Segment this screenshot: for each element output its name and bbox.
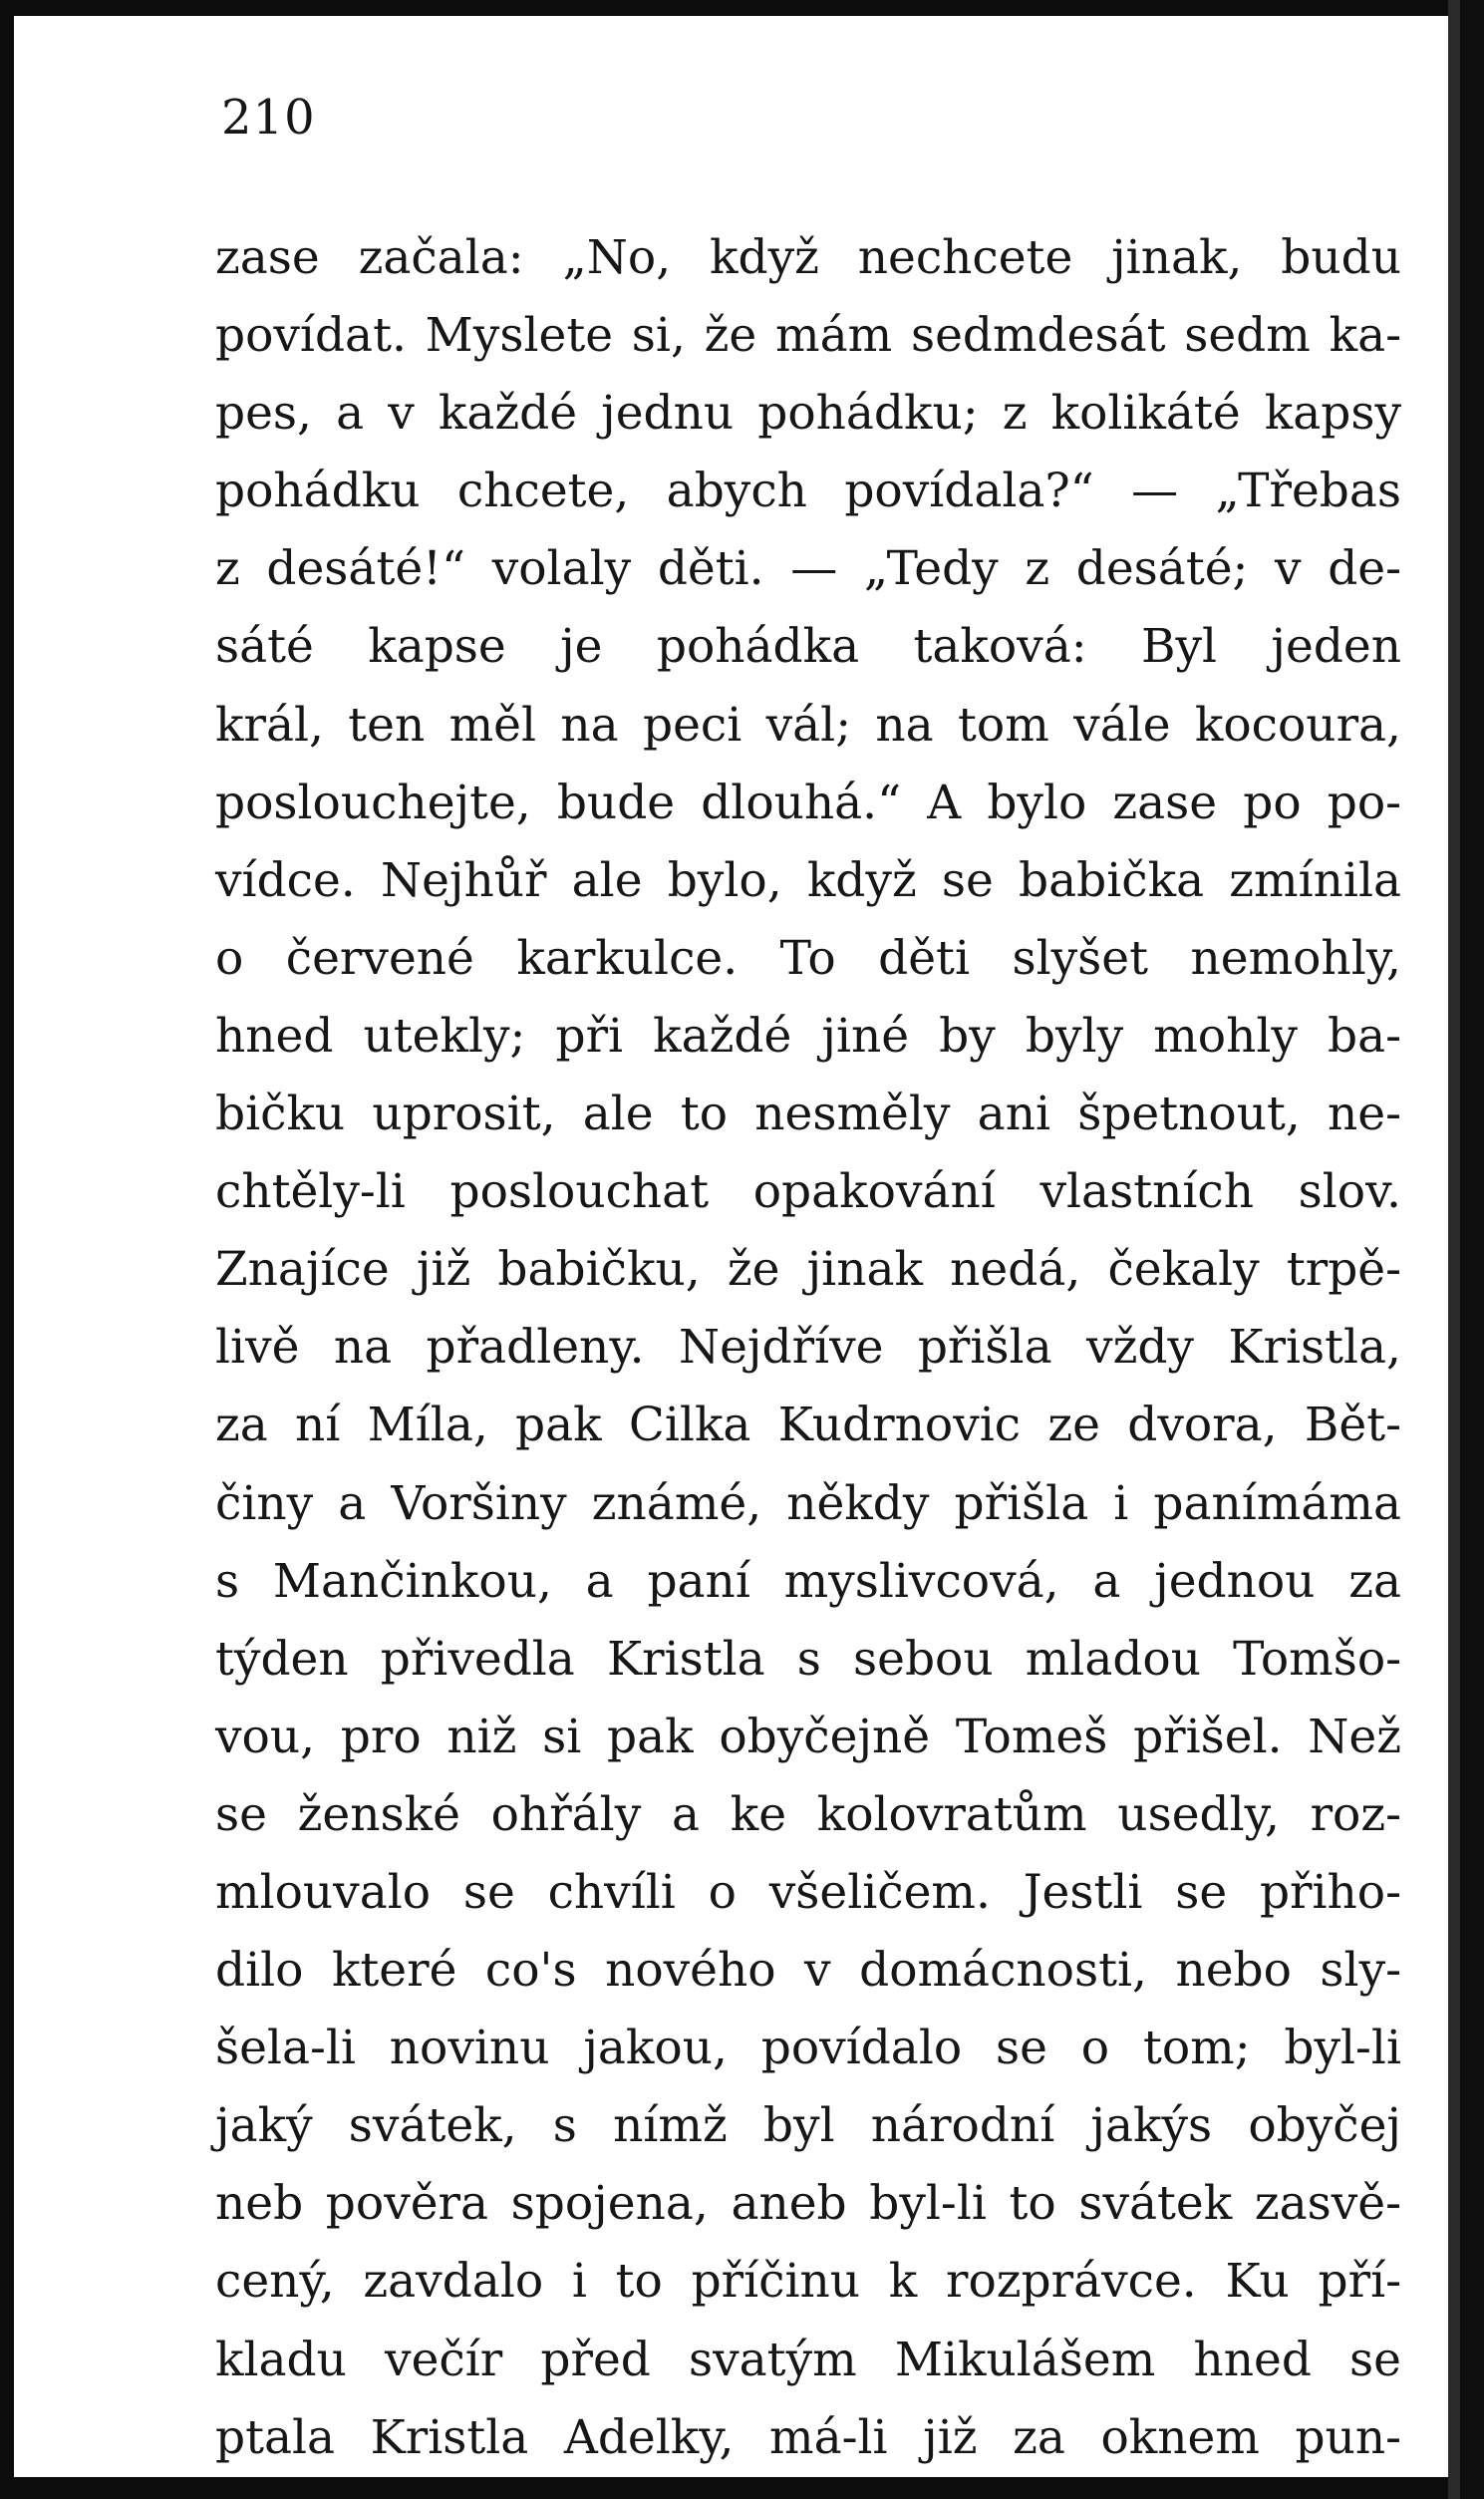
text-line: livě na přadleny. Nejdříve přišla vždy Kristla, xyxy=(215,1320,1401,1376)
text-line: neb pověra spojena, aneb byl-li to svátek zasvě- xyxy=(215,2176,1401,2232)
text-line: vou, pro niž si pak obyčejně Tomeš přišel. Než xyxy=(215,1709,1401,1764)
text-line: jaký svátek, s nímž byl národní jakýs obyčej xyxy=(215,2098,1401,2154)
body-text xyxy=(215,219,1401,2477)
text-line: cený, zavdalo i to příčinu k rozprávce. Ku pří- xyxy=(215,2254,1401,2310)
text-line: pes, a v každé jednu pohádku; z kolikáté kapsy xyxy=(215,386,1401,442)
text-line: se ženské ohřály a ke kolovratům usedly, roz- xyxy=(215,1786,1401,1842)
text-line: Znajíce již babičku, že jinak nedá, čekaly trpě- xyxy=(215,1242,1401,1298)
text-line: poslouchejte, bude dlouhá.“ A bylo zase po po- xyxy=(215,775,1401,830)
text-line: kladu večír před svatým Mikulášem hned se xyxy=(215,2332,1401,2387)
text-line: ptala Kristla Adelky, má-li již za oknem pun- xyxy=(215,2409,1401,2465)
text-line: za ní Míla, pak Cilka Kudrnovic ze dvora, Bět- xyxy=(215,1398,1401,1453)
text-line: dilo které co's nového v domácnosti, nebo sly- xyxy=(215,1943,1401,1999)
page-edge-shadow xyxy=(1448,0,1460,2499)
text-line: o červené karkulce. To děti slyšet nemohly, xyxy=(215,930,1401,986)
text-line: z desáté!“ volaly děti. — „Tedy z desáté; v de- xyxy=(215,541,1401,597)
text-line: vídce. Nejhůř ale bylo, když se babička zmínila xyxy=(215,852,1401,908)
text-line: sáté kapse je pohádka taková: Byl jeden xyxy=(215,619,1401,675)
text-line: pohádku chcete, abych povídala?“ — „Třebas xyxy=(215,464,1401,519)
text-line: činy a Voršiny známé, někdy přišla i panímáma xyxy=(215,1475,1401,1531)
text-line: hned utekly; při každé jiné by byly mohly ba- xyxy=(215,1008,1401,1064)
text-line: šela-li novinu jakou, povídalo se o tom; byl-li xyxy=(215,2021,1401,2076)
page-number: 210 xyxy=(221,90,316,146)
scan-right-edge xyxy=(1460,0,1484,2499)
text-line: mlouvalo se chvíli o všeličem. Jestli se přiho- xyxy=(215,1864,1401,1920)
text-line: týden přivedla Kristla s sebou mladou Tomšo- xyxy=(215,1631,1401,1687)
text-line: zase začala: „No, když nechcete jinak, budu xyxy=(215,230,1401,285)
text-line: bičku uprosit, ale to nesměly ani špetnout, ne- xyxy=(215,1087,1401,1142)
text-line: povídat. Myslete si, že mám sedmdesát sedm ka- xyxy=(215,308,1401,364)
text-line: chtěly-li poslouchat opakování vlastních slov. xyxy=(215,1164,1401,1220)
text-line: s Mančinkou, a paní myslivcová, a jednou za xyxy=(215,1553,1401,1609)
text-line: král, ten měl na peci vál; na tom vále kocoura, xyxy=(215,697,1401,753)
